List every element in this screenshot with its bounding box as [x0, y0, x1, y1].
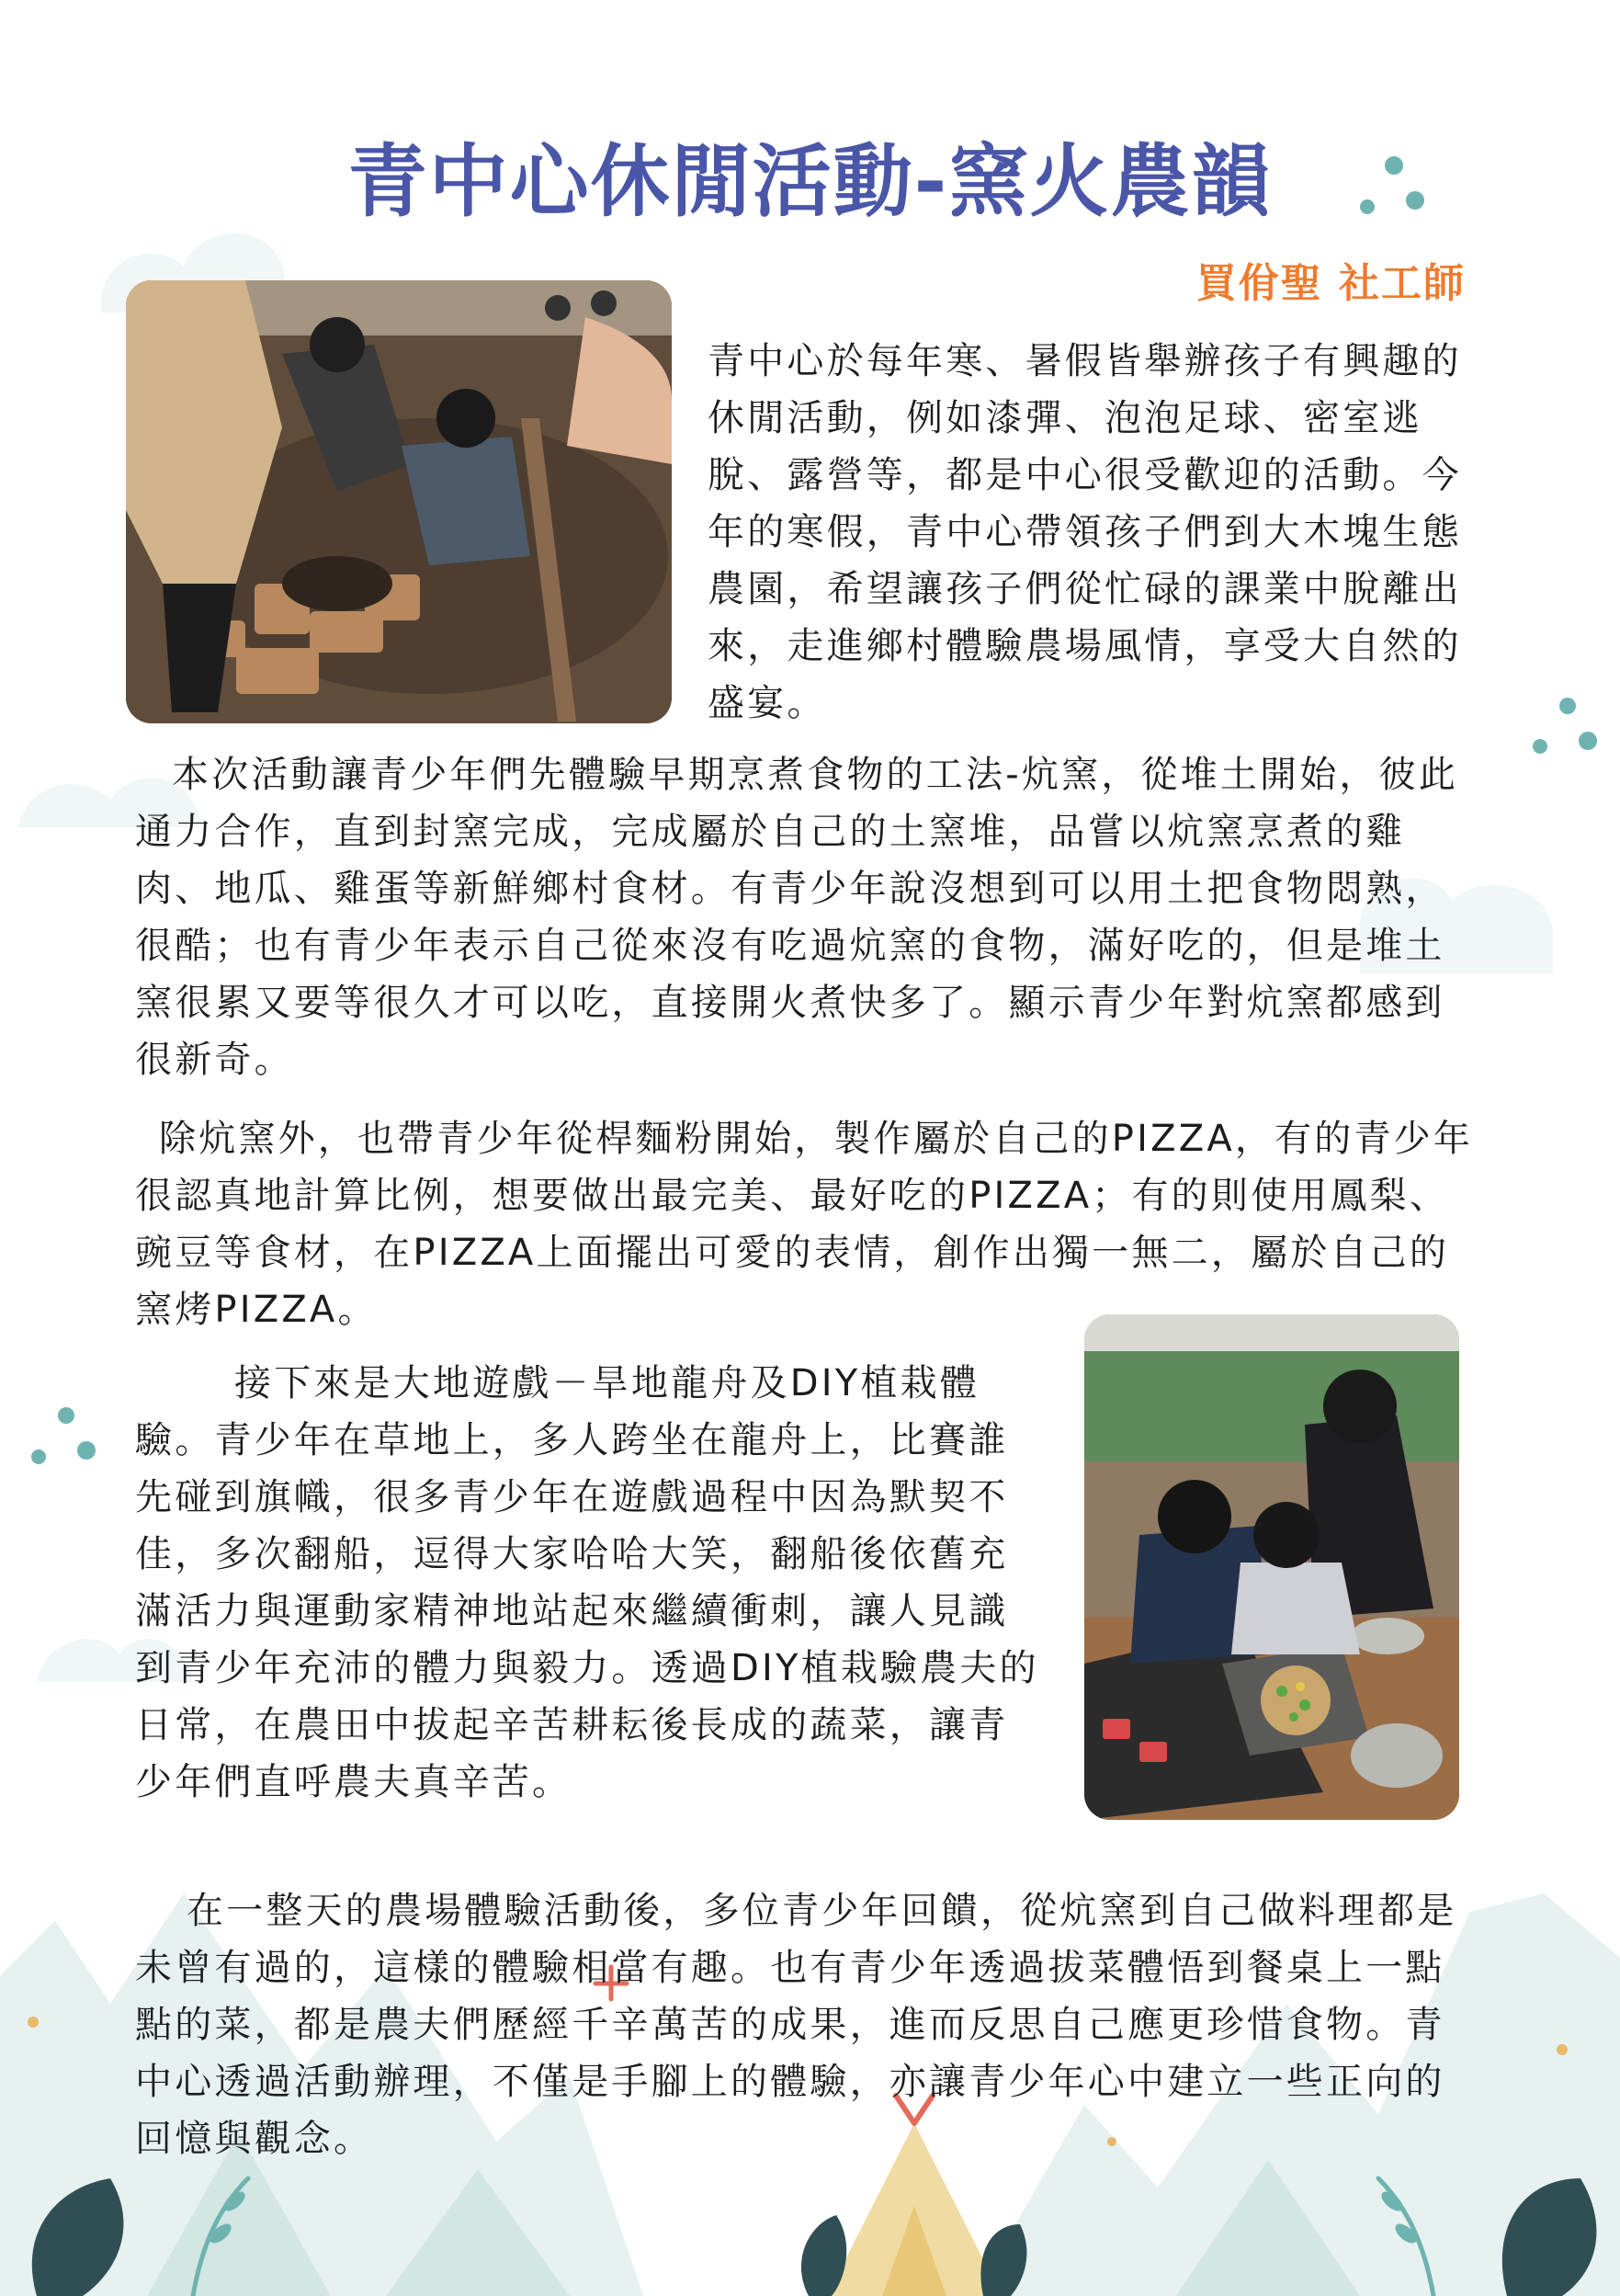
games-paragraph: 接下來是大地遊戲－旱地龍舟及DIY植栽體驗。青少年在草地上，多人跨坐在龍舟上，比賽誰先碰到旗幟，很多青少年在遊戲過程中因為默契不佳，多次翻船，逗得大家哈哈大笑，翻船後依舊充滿活力與運動家精神地站起來繼續衝刺，讓人見識到青少年充沛的體力與毅力。透過DIY植栽驗農夫的日常，在農田中拔起辛苦耕耘後長成的蔬菜，讓青少年們直呼農夫真辛苦。 [135, 1362, 1039, 1803]
author-byline: 買佾聖 社工師 [1195, 260, 1466, 307]
kiln-activity-photo [126, 280, 672, 723]
pizza-paragraph: 除炕窯外，也帶青少年從桿麵粉開始，製作屬於自己的PIZZA，有的青少年很認真地計算比例，想要做出最完美、最好吃的PIZZA；有的則使用鳳梨、豌豆等食材，在PIZZA上面擺出可愛的表情，創作出獨一無二，屬於自己的窯烤PIZZA。 [135, 1118, 1474, 1331]
intro-paragraph: 青中心於每年寒、暑假皆舉辦孩子有興趣的休閒活動，例如漆彈、泡泡足球、密室逃脫、露營等，都是中心很受歡迎的活動。今年的寒假，青中心帶領孩子們到大木塊生態農園，希望讓孩子們從忙碌的課業中脫離出來，走進鄉村體驗農場風情，享受大自然的盛宴。 [708, 340, 1462, 724]
reflection-paragraph: 在一整天的農場體驗活動後，多位青少年回饋，從炕窯到自己做料理都是未曾有過的，這樣的體驗相當有趣。也有青少年透過拔菜體悟到餐桌上一點點的菜，都是農夫們歷經千辛萬苦的成果，進而反思自己應更珍惜食物。青中心透過活動辦理，不僅是手腳上的體驗，亦讓青少年心中建立一些正向的回憶與觀念。 [135, 1890, 1457, 2160]
pizza-activity-photo [1084, 1314, 1459, 1820]
page-title: 青中心休閒活動-窯火農韻 [347, 136, 1273, 228]
kiln-paragraph: 本次活動讓青少年們先體驗早期烹煮食物的工法-炕窯，從堆土開始，彼此通力合作，直到封窯完成，完成屬於自己的土窯堆，品嘗以炕窯烹煮的雞肉、地瓜、雞蛋等新鮮鄉村食材。有青少年說沒想到可以用土把食物悶熟，很酷；也有青少年表示自己從來沒有吃過炕窯的食物，滿好吃的，但是堆土窯很累又要等很久才可以吃，直接開火煮快多了。顯示青少年對炕窯都感到很新奇。 [135, 754, 1459, 1081]
